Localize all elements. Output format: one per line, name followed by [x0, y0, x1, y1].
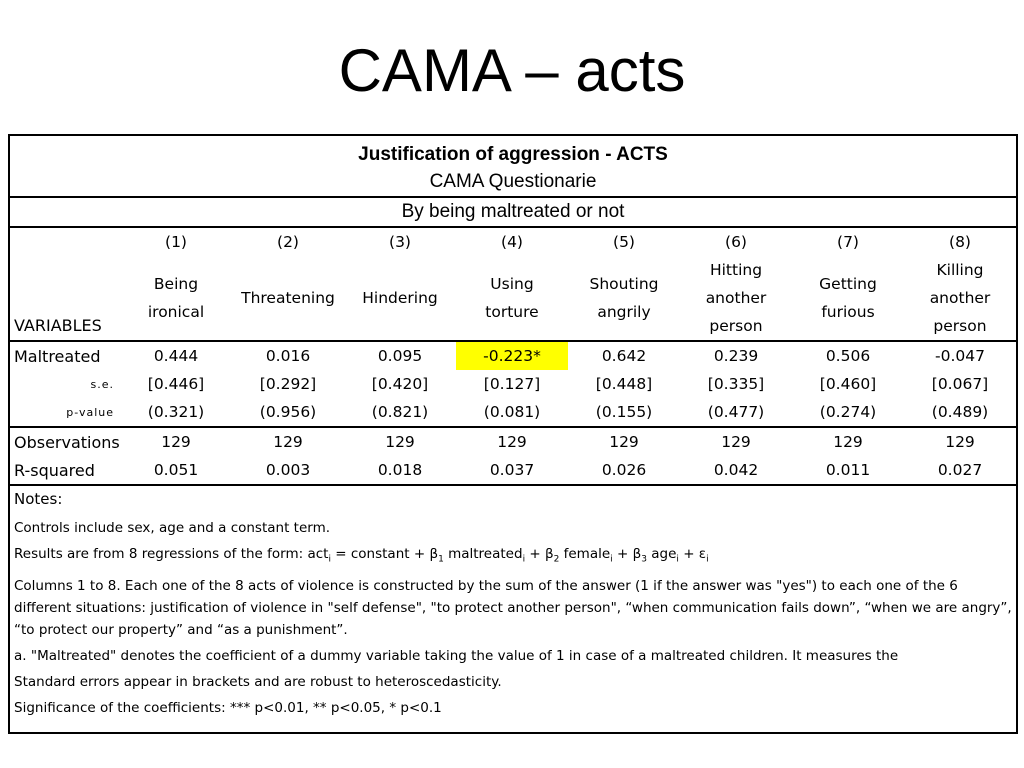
table-cell: 129: [273, 433, 303, 451]
table-cell: (0.321): [120, 398, 232, 427]
highlighted-cell: -0.223*: [456, 342, 568, 370]
table-subtitle: CAMA Questionarie: [429, 171, 597, 192]
table-cell: 0.042: [680, 456, 792, 485]
variables-label: VARIABLES: [10, 256, 120, 341]
col-number: (7): [837, 233, 859, 251]
col-name: Threatening: [232, 256, 344, 341]
regression-table: [8, 134, 1018, 734]
table-cell: 0.506: [825, 347, 871, 365]
table-cell: (0.155): [568, 398, 680, 427]
row-label: Observations: [14, 432, 120, 452]
table-cell: 0.016: [265, 347, 311, 365]
row-label: p-value: [10, 398, 120, 427]
table-cell: 0.011: [792, 456, 904, 485]
table-cell: [0.460]: [819, 375, 877, 393]
table-cell: [0.446]: [147, 375, 205, 393]
col-number: (6): [725, 233, 747, 251]
column-number-row: [10, 228, 1016, 256]
table-row-pvalue: [10, 398, 1016, 427]
table-cell: 129: [161, 433, 191, 451]
table-row-maltreated: [10, 341, 1016, 370]
col-number: (5): [613, 233, 635, 251]
col-name: Being ironical: [120, 256, 232, 341]
row-label: Maltreated: [14, 346, 101, 366]
table-cell: 0.642: [601, 347, 647, 365]
col-name: Shouting angrily: [568, 256, 680, 341]
table-row-observations: [10, 427, 1016, 456]
table-cell: [0.127]: [483, 375, 541, 393]
slide-title: CAMA – acts: [338, 37, 686, 104]
col-number: (4): [501, 233, 523, 251]
col-number: (8): [949, 233, 971, 251]
table-cell: [456, 341, 568, 370]
col-number: (3): [389, 233, 411, 251]
row-label: R-squared: [10, 456, 120, 485]
table-cell: (0.821): [344, 398, 456, 427]
table-cell: 0.003: [232, 456, 344, 485]
table-cell: 129: [833, 433, 863, 451]
col-name: Hitting another person: [680, 256, 792, 341]
table-cell: 129: [497, 433, 527, 451]
table-cell: [0.335]: [707, 375, 765, 393]
col-number: (2): [277, 233, 299, 251]
table-header: [10, 136, 1016, 198]
col-name: Getting furious: [792, 256, 904, 341]
table-cell: (0.477): [680, 398, 792, 427]
table-cell: (0.274): [792, 398, 904, 427]
col-name: Using torture: [456, 256, 568, 341]
table-cell: (0.489): [904, 398, 1016, 427]
row-label: s.e.: [90, 377, 114, 391]
col-name: Killing another person: [904, 256, 1016, 341]
table-cell: 0.026: [568, 456, 680, 485]
notes-formula: Results are from 8 regressions of the form: act$_i$ = constant + $\beta_1$ maltreated$_i$ + $\beta_2$ female$_i$ + $\beta_3$ $age_i + \varepsilon_i$: [14, 546, 709, 565]
column-name-row: [10, 256, 1016, 341]
table-cell: -0.047: [935, 347, 985, 365]
table-cell: (0.956): [232, 398, 344, 427]
col-name: Hindering: [344, 256, 456, 341]
table-cell: 0.037: [456, 456, 568, 485]
table-cell: 129: [721, 433, 751, 451]
notes-heading: Notes:: [14, 490, 63, 508]
table-cell: 129: [609, 433, 639, 451]
table-cell: [0.292]: [259, 375, 317, 393]
table-row-rsquared: [10, 456, 1016, 485]
table-cell: [0.420]: [371, 375, 429, 393]
table-cell: 0.095: [377, 347, 423, 365]
table-cell: 129: [945, 433, 975, 451]
table-cell: 0.444: [153, 347, 199, 365]
notes-columns-description: Columns 1 to 8. Each one of the 8 acts of violence is constructed by the sum of the answer (1 if the answer was "yes") to each one of the 6 different situations: justification of violence in "self defense", "to protect another person", “when communication fails down”, “when we are angry”, “to protect our property” and “as a punishment”.: [14, 577, 1012, 638]
table-cell: 0.239: [713, 347, 759, 365]
table-cell: (0.081): [456, 398, 568, 427]
table-cell: [0.448]: [595, 375, 653, 393]
group-header: By being maltreated or not: [10, 198, 1016, 228]
table-notes: [10, 486, 1016, 719]
table-cell: 129: [385, 433, 415, 451]
notes-significance: Significance of the coefficients: *** p<0.01, ** p<0.05, * p<0.1: [14, 699, 442, 716]
table-cell: 0.018: [344, 456, 456, 485]
table-cell: 0.027: [904, 456, 1016, 485]
col-number: (1): [165, 233, 187, 251]
notes-controls: Controls include sex, age and a constant term.: [14, 520, 331, 536]
table-cell: 0.051: [120, 456, 232, 485]
regression-grid: [10, 228, 1016, 486]
table-cell: [0.067]: [931, 375, 989, 393]
notes-standard-errors: Standard errors appear in brackets and are robust to heteroscedasticity.: [14, 673, 502, 690]
table-row-se: [10, 370, 1016, 398]
table-title: Justification of aggression - ACTS: [358, 144, 668, 165]
notes-maltreated-description: a. "Maltreated" denotes the coefficient of a dummy variable taking the value of 1 in case of a maltreated children. It measures the: [14, 647, 899, 664]
